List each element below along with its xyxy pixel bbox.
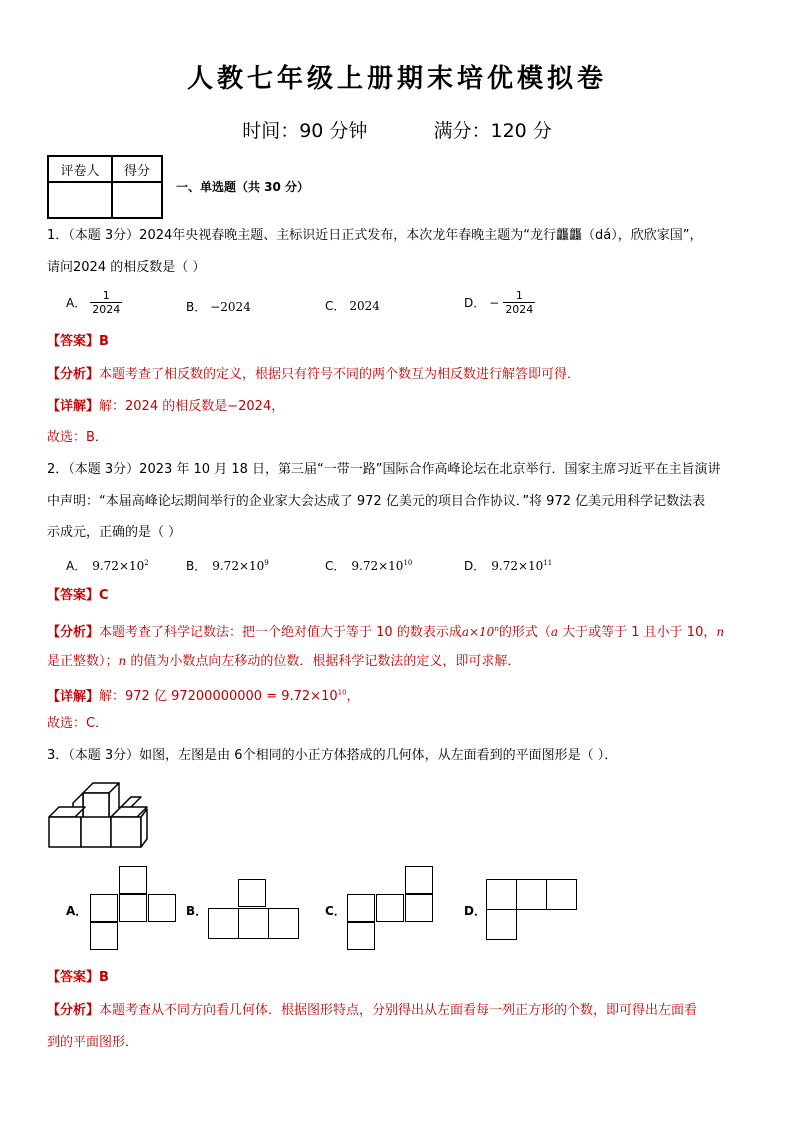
exam-total-score: 满分：120 分 xyxy=(433,120,552,142)
analysis-text: 本题考查从不同方向看几何体．根据图形特点，分别得出从左面看每一列正方形的个数，即可得出左面看 xyxy=(99,1003,698,1018)
answer-tag: 【答案】 xyxy=(47,588,100,603)
analysis-variable-n: n xyxy=(716,625,725,639)
detail-tag: 【详解】 xyxy=(47,689,100,705)
answer-value: B xyxy=(99,334,109,349)
q1-option-c xyxy=(325,297,380,314)
q2-option-b-base: 9.72×10 xyxy=(212,558,265,573)
q2-analysis-line2 xyxy=(47,651,520,672)
analysis-text: 的形式（ xyxy=(498,625,551,640)
detail-tag: 【详解】 xyxy=(47,399,100,414)
grid-square xyxy=(405,894,433,922)
q1-option-c-label: C． xyxy=(325,299,346,313)
q1-option-d xyxy=(464,289,535,316)
q2-option-c xyxy=(325,557,412,574)
q3-option-a-label: A． xyxy=(66,904,88,918)
fraction-denominator: 2024 xyxy=(505,303,534,316)
analysis-expression-exponent: n xyxy=(494,625,499,633)
page-title: 人教七年级上册期末培优模拟卷 xyxy=(186,64,607,94)
q1-option-d-fraction xyxy=(503,289,535,316)
q2-option-b-exponent: 9 xyxy=(264,558,269,567)
detail-exponent: 10 xyxy=(337,689,347,697)
exam-info xyxy=(0,116,794,143)
detail-text xyxy=(99,689,360,704)
answer-tag: 【答案】 xyxy=(47,970,100,985)
grid-square xyxy=(119,894,147,922)
q2-option-c-base: 9.72×10 xyxy=(351,558,404,573)
grid-square xyxy=(268,908,299,939)
q2-choose: 故选：C． xyxy=(47,716,109,731)
analysis-variable-a: a xyxy=(550,625,558,639)
fraction-numerator: 1 xyxy=(102,289,110,302)
answer-value: C xyxy=(99,588,109,603)
q2-option-b-value xyxy=(212,559,269,573)
section-title: 一、单选题（共 30 分） xyxy=(176,180,310,194)
q2-option-c-value xyxy=(351,559,412,573)
q1-option-b-value: −2024 xyxy=(210,299,251,314)
detail-text: 解：2024 的相反数是−2024， xyxy=(99,399,285,414)
q2-option-b xyxy=(186,557,269,574)
q2-option-a xyxy=(66,557,149,574)
q1-stem-line1: 1．（本题 3分）2024年央视春晚主题、主标识近日正式发布，本次龙年春晚主题为“龙行龘龘（dá），欣欣家国”， xyxy=(47,228,703,243)
analysis-text: 的值为小数点向左移动的位数．根据科学记数法的定义，即可求解． xyxy=(126,654,521,669)
score-table-score-cell xyxy=(112,182,162,218)
q3-answer xyxy=(47,968,109,988)
exam-time: 时间：90 分钟 xyxy=(242,120,368,142)
q2-option-a-label: A． xyxy=(66,559,87,573)
answer-value: B xyxy=(99,970,109,985)
q1-answer xyxy=(47,332,109,352)
q1-option-d-label: D． xyxy=(464,296,486,310)
q3-3d-figure xyxy=(47,775,152,850)
analysis-expression xyxy=(462,625,499,639)
q3-option-b-label: B． xyxy=(186,904,208,918)
q2-option-c-exponent: 10 xyxy=(403,558,413,567)
analysis-text: 是正整数）； xyxy=(47,654,119,669)
q2-option-d-label: D． xyxy=(464,559,486,573)
q3-option-d-label: D． xyxy=(464,904,486,918)
score-table-score-header: 得分 xyxy=(112,156,162,182)
analysis-text: 本题考查了科学记数法：把一个绝对值大于等于 10 的数表示成 xyxy=(99,625,462,640)
q3-option-c-label: C． xyxy=(325,904,346,918)
grid-square xyxy=(516,879,547,910)
grid-square xyxy=(238,908,269,939)
q1-option-a-label: A． xyxy=(66,296,87,310)
q1-option-d-sign: − xyxy=(489,295,500,310)
q1-option-a-fraction xyxy=(90,289,122,316)
analysis-text: 本题考查了相反数的定义，根据只有符号不同的两个数互为相反数进行解答即可得． xyxy=(99,367,581,382)
q2-option-d-value xyxy=(491,559,552,573)
q2-option-c-label: C． xyxy=(325,559,346,573)
grid-square xyxy=(486,879,517,910)
q3-option-c-figure xyxy=(347,866,437,952)
grid-square xyxy=(90,894,118,922)
answer-tag: 【答案】 xyxy=(47,334,100,349)
q2-detail xyxy=(47,683,360,707)
grid-square xyxy=(238,879,266,907)
fraction-numerator: 1 xyxy=(515,289,523,302)
fraction-denominator: 2024 xyxy=(92,303,121,316)
q1-analysis xyxy=(47,365,580,385)
q1-option-c-value: 2024 xyxy=(349,298,380,313)
analysis-tag: 【分析】 xyxy=(47,1003,100,1018)
grid-square xyxy=(119,866,147,894)
q2-analysis-line1 xyxy=(47,619,724,643)
q1-choose: 故选：B． xyxy=(47,430,108,445)
grid-square xyxy=(405,866,433,894)
q1-option-b-label: B． xyxy=(186,300,207,314)
q2-answer xyxy=(47,586,109,606)
q2-stem-line3: 示成元，正确的是（ ） xyxy=(47,525,182,540)
q1-stem-line2: 请问2024 的相反数是（ ） xyxy=(47,260,206,275)
analysis-tag: 【分析】 xyxy=(47,625,100,640)
score-table xyxy=(47,155,163,219)
grid-square xyxy=(90,922,118,950)
grid-square xyxy=(376,894,404,922)
grid-square xyxy=(347,922,375,950)
q2-option-a-base: 9.72×10 xyxy=(92,558,145,573)
q3-stem: 3．（本题 3分）如图，左图是由 6个相同的小正方体搭成的几何体，从左面看到的平面图形是（ ）． xyxy=(47,748,618,763)
analysis-text: 大于或等于 1 且小于 10， xyxy=(558,625,717,640)
grid-square xyxy=(546,879,577,910)
q3-option-d-figure xyxy=(486,879,578,939)
score-table-grader-cell xyxy=(48,182,112,218)
score-table-grader-header: 评卷人 xyxy=(48,156,112,182)
q3-analysis-line1 xyxy=(47,1001,697,1021)
q1-option-b xyxy=(186,298,251,315)
q3-analysis-line2: 到的平面图形． xyxy=(47,1035,139,1050)
q2-option-d-base: 9.72×10 xyxy=(491,558,544,573)
grid-square xyxy=(208,908,239,939)
analysis-tag: 【分析】 xyxy=(47,367,100,382)
grid-square xyxy=(347,894,375,922)
q2-option-d-exponent: 11 xyxy=(543,558,553,567)
q1-detail xyxy=(47,397,284,417)
q3-option-b-figure xyxy=(208,879,300,939)
analysis-expression-base: a×10 xyxy=(461,625,495,639)
detail-text-end: ， xyxy=(346,689,360,705)
q2-stem-line2: 中声明：“本届高峰论坛期间举行的企业家大会达成了 972 亿美元的项目合作协议．”将 972 亿美元用科学记数法表 xyxy=(47,494,706,509)
grid-square xyxy=(486,909,517,940)
detail-text-main: 解：972 亿 97200000000 = 9.72×10 xyxy=(99,689,338,705)
q2-option-a-exponent: 2 xyxy=(144,558,149,567)
q1-option-a xyxy=(66,289,122,316)
grid-square xyxy=(148,894,176,922)
q3-option-a-figure xyxy=(90,866,180,952)
analysis-variable-n: n xyxy=(118,654,127,668)
q2-option-d xyxy=(464,557,552,574)
q2-option-b-label: B． xyxy=(186,559,207,573)
q2-option-a-value xyxy=(92,559,149,573)
q2-stem-line1: 2．（本题 3分）2023 年 10 月 18 日，第三届“一带一路”国际合作高峰论坛在北京举行．国家主席习近平在主旨演讲 xyxy=(47,462,721,477)
